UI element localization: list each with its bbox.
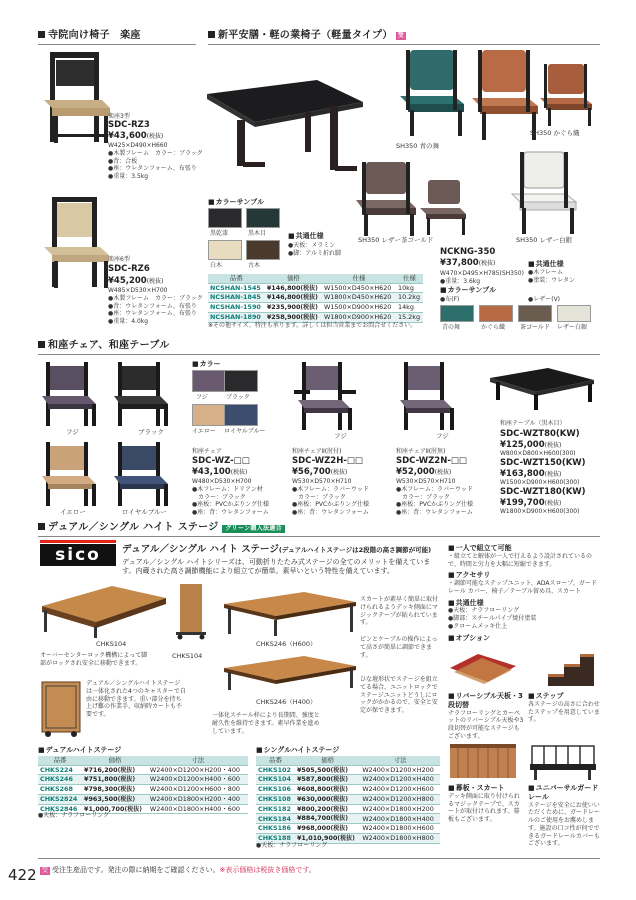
swatch-leather-white (557, 305, 591, 322)
table-row: NCSHAN-1845 ¥146,800(税抜) W1800×D450×H620 10.2kg (208, 293, 423, 303)
nckng-model: NCKNG-350 (440, 247, 496, 257)
caption-chks104: CHKS104 (96, 640, 127, 648)
wz2h-model: SDC-WZ2H-□□ (292, 456, 363, 466)
sico-logo: sico (40, 544, 116, 566)
caption-chks246-h600: CHKS246（H600） (256, 640, 317, 648)
wz-yellow-image (40, 440, 102, 508)
dual-title: ■ デュアルハイトステージ (38, 746, 121, 755)
table-row: CHKS102 ¥505,500(税抜) W2400×D1200×H200 (256, 765, 440, 775)
color-aonomai: 青の舞 (442, 324, 461, 331)
swatch-fuji (192, 370, 226, 392)
swatch-chagold (518, 305, 552, 322)
wz-color-title: ■ カラー (192, 360, 221, 369)
heian-common-specs: ●天板：メラミン ●脚：アルミ折れ脚 (288, 242, 341, 257)
note-steel: 一体化スチール枠により長期間、強度と耐久性を維持できます。素早作業を進めしています。 (212, 712, 320, 735)
note-caster: デュアル／シングルハイトステージは一体化された4つのキャスターで自由に移動できます。重い部分を持ち上げ難の作業手、収納時カートも不要です。 (86, 680, 186, 719)
caption-royalblue: ロイヤルブルー (122, 508, 167, 516)
wz2h-price: ¥56,700(税抜) (292, 467, 348, 477)
order-made-icon: 受 (397, 32, 405, 39)
wz-label: 和座チェア (192, 448, 222, 455)
section-title-temple-chair: 寺院向け椅子 楽座 (38, 30, 141, 43)
swatch-black (224, 370, 258, 392)
wz2h-label: 和座チェアⅡ(肘付) (292, 448, 342, 455)
sh350-white-image (510, 150, 580, 236)
nckng-size: W470×D495×H785(SH350) (440, 270, 524, 277)
option-step: ■ ステップ 各ステージの高さに合わせたステップを用意しています。 (528, 692, 600, 724)
stage-chks104-image (38, 582, 170, 638)
stage-heading: デュアル／シングル ハイト ステージ(デュアルハイトステージは2段階の高さ調節が可能) (122, 544, 432, 555)
caption-black: ブラック (138, 428, 164, 436)
note-pin: ピンとケーブルの操作によって高さが簡単に調節できます。 (360, 636, 438, 659)
order-made-icon: 受 (42, 867, 49, 874)
color-kuromokume: 黒木目 (248, 230, 267, 237)
nckng-color-title: ■ カラーサンプル (440, 286, 496, 295)
wz-royalblue-image (112, 440, 174, 508)
note-skirt: スカートが素早く簡単に取付けられるようデッキ側面にマジックテープが貼られています。 (360, 596, 439, 627)
rz3-price: ¥43,600(税抜) (108, 131, 164, 141)
swatch-royalblue (224, 404, 258, 426)
option-guardrail: ■ ユニバーサルガードレール ステージを安全にお使いいただくために、ガードレールのご使用をお薦めします。施設の口コ性が何でできるガードレールカバーもございます。 (528, 784, 600, 848)
color-furuki: 古木 (248, 262, 261, 269)
heian-common-title: ■ 共通仕様 (288, 232, 324, 241)
wz2n-price: ¥52,000(税抜) (396, 467, 452, 477)
caption-sh350-white: SH350 レザー白銀 (516, 236, 572, 244)
color-chagold: 茶ゴールド (520, 324, 550, 331)
option-guardrail-image (528, 738, 598, 782)
heian-table-image (205, 72, 365, 192)
swatch-furuki (246, 240, 280, 260)
option-reversible: ■ リバーシブル天板・3段切替 ナラフローリングとカーペットのリバーシブル天板や3段切替が可能なステージもございます。 (448, 692, 524, 741)
table-row: CHKS268 ¥798,300(税抜) W2400×D1200×H600・800 (38, 785, 248, 795)
option-skirt: ■ 幕板・スカート デッキ側面に取り付けられるマジックテープで、スカートが取付けられます。幕板もございます。 (448, 784, 524, 824)
caption-yellow: イエロー (60, 508, 86, 516)
color-fuji: フジ (196, 394, 208, 401)
swatch-shiraki (208, 240, 242, 260)
color-yellow: イエロー (192, 428, 216, 435)
table-row: NCSHAN-1545 ¥146,800(税抜) W1500×D450×H620 10kg (208, 283, 423, 293)
nckng-weight: ●重量：3.6kg (440, 278, 481, 285)
wz2n-model: SDC-WZ2N-□□ (396, 456, 467, 466)
sh350-gold-small-image (418, 178, 470, 236)
rz6-specs: W485×D530×H700 ●木製フレーム カラー：ブラック ●背：ウレタンフォーム、布張り ●座：ウレタンフォーム、布張り ●重量：4.0kg (108, 287, 203, 326)
caption-wz2n-fuji: フジ (436, 432, 449, 440)
sh350-gold-image (352, 160, 422, 238)
heian-color-title: ■ カラーサンプル (208, 198, 264, 207)
caption-sh350-kagura: SH350 かぐら織 (530, 129, 580, 137)
single-note: ●天板：ナラフローリング (256, 842, 328, 849)
table-row: CHKS184 ¥884,700(税抜) W2400×D1800×H400 (256, 814, 440, 824)
section-title-stage: デュアル／シングル ハイト ステージ グリーン購入法適合 (38, 522, 285, 535)
stage-caster-image (40, 680, 82, 738)
wzt-table-image (486, 364, 598, 412)
option-step-image (528, 646, 598, 690)
section-title-wazachair: 和座チェア、和座テーブル (38, 340, 170, 353)
stage-side-column: ■ 一人で組立て可能 ・組立てと解体が一人で行えるよう設計されているので、時間と労力を大幅に短縮できます。 ■ アクセサリ ・調節可能なステップユニット、ADAスロープ、ガードレール カバー、椅子／テーブル留め具、スカート ■ 共通仕様 ●天板：ナラフローリング ●脚部：スチールパイプ焼付塗装 ●クロームメッキ仕上 ■ オプション (448, 544, 600, 643)
note-hinadan: ひな壇形状でステージを組立てる場合、ユニットロックでステージユニットどうしにロックがかかるので、安全と安定が保できます。 (360, 676, 438, 715)
color-kagura: かぐら織 (481, 324, 506, 331)
footer-note: 受 受注生産品です。発注の際に納期をご確認ください。※表示価格は税抜き価格です。 (42, 866, 316, 874)
chair-rz6-image (42, 195, 112, 290)
stage-folded-image (174, 582, 208, 640)
table-row: NCSHAN-1890 ¥258,900(税抜) W1800×D900×H620 15.2kg (208, 312, 423, 322)
color-leather-white: レザー白銀 (557, 324, 588, 331)
table-row: CHKS182 ¥800,200(税抜) W2400×D1800×H200 (256, 804, 440, 814)
green-purchase-badge: グリーン購入法適合 (222, 525, 285, 533)
wz-black-image (112, 360, 174, 428)
wz2n-specs: W530×D570×H710 ●木フレーム：ラバーウッド カラー：ブラック ●座板：PVCかぶりング仕様 ●座：背：ウレタンフォーム (396, 478, 474, 517)
rz3-label: 楽座3型 (108, 113, 130, 120)
swatch-kuromokume (246, 208, 280, 228)
table-row: CHKS246 ¥751,800(税抜) W2400×D1200×H400・600 (38, 775, 248, 785)
nckng-common: ●木フレーム ●塗装：ウレタン (528, 269, 575, 284)
sh350-blue-image (398, 48, 468, 138)
table-row: CHKS104 ¥587,800(税抜) W2400×D1200×H400 (256, 775, 440, 785)
rz3-specs: W425×D490×H660 ●木製フレーム カラー：ブラック ●背：合板 ●座：ウレタンフォーム、布張り ●重量：3.5kg (108, 142, 203, 181)
nckng-leather: ●レザー(V) (528, 296, 561, 303)
stage-chks246-h600-image (220, 588, 360, 638)
option-reversible-image (448, 650, 518, 686)
heian-price-table: 品番 価格 仕様 仕様 NCSHAN-1545 ¥146,800(税抜) W1500×D450×H620 10kg NCSHAN-1845 ¥146,800(税抜) W1800×D450×H620 10.2kg NCSHAN-1590 ¥235,900(税抜) W1500×D900×H620 14kg NCSHAN-1890 ¥258,900(税抜) W1800×D900×H620 15.2kg (208, 274, 423, 323)
dual-note: ●天板：ナラフローリング (38, 812, 110, 819)
swatch-yellow (192, 404, 226, 426)
swatch-kurokanshitsu (208, 208, 242, 228)
note-overcenter: オーバーセンターロック機構によって脚部がロックされ安全に移動できます。 (40, 652, 148, 667)
table-row: CHKS2846 ¥1,000,700(税抜) W2400×D1800×H400・600 (38, 804, 248, 814)
sh350-kagura-small-image (538, 62, 596, 127)
color-royalblue: ロイヤルブルー (224, 428, 266, 435)
table-row: CHKS2824 ¥963,500(税抜) W2400×D1800×H200・400 (38, 794, 248, 804)
caption-chks246-h400: CHKS246（H400） (256, 698, 317, 706)
wz2h-specs: W530×D570×H710 ●木フレーム：ラバーウッド カラー：ブラック ●座板：PVCかぶりング仕様 ●座：背：ウレタンフォーム (292, 478, 370, 517)
wz-model: SDC-WZ-□□ (192, 456, 250, 466)
table-row: CHKS186 ¥968,000(税抜) W2400×D1800×H600 (256, 824, 440, 834)
table-row: CHKS106 ¥608,800(税抜) W2400×D1200×H600 (256, 785, 440, 795)
caption-sh350-blue: SH350 青の舞 (396, 142, 439, 150)
table-row: CHKS188 ¥1,010,900(税抜) W2400×D1800×H800 (256, 834, 440, 844)
caption-fuji: フジ (66, 428, 79, 436)
rz3-model: SDC-RZ3 (108, 120, 150, 130)
swatch-aonomai (440, 305, 474, 322)
color-shiraki: 白木 (210, 262, 223, 269)
wzt-label: 和座テーブル（黒木目） (500, 420, 566, 427)
wz2n-image (396, 360, 458, 432)
page-number: 422 (8, 866, 37, 884)
wz2n-label: 和座チェアⅡ(肘無) (396, 448, 446, 455)
chair-rz3-image (42, 50, 112, 145)
table-row: NCSHAN-1590 ¥235,900(税抜) W1500×D900×H620 14kg (208, 303, 423, 313)
rz6-model: SDC-RZ6 (108, 264, 150, 274)
single-title: ■ シングルハイトステージ (256, 746, 339, 755)
color-kurokanshitsu: 黒乾漆 (210, 230, 229, 237)
caption-sh350-gold: SH350 レザー茶ゴールド (358, 236, 434, 244)
wz-price: ¥43,100(税抜) (192, 467, 248, 477)
table-row: CHKS224 ¥716,200(税抜) W2400×D1200×H200・400 (38, 765, 248, 775)
dual-price-table: 品番 価格 寸法 CHKS224 ¥716,200(税抜) W2400×D1200×H200・400 CHKS246 ¥751,800(税抜) W2400×D1200×H400・600 CHKS268 ¥798,300(税抜) W2400×D1200×H600・800 CHKS2824 ¥963,500(税抜) W2400×D1800×H200・400 CHKS2846 ¥1,000,700(税抜) W2400×D1800×H400・600 (38, 756, 248, 814)
single-price-table: 品番 価格 寸法 CHKS102 ¥505,500(税抜) W2400×D1200×H200 CHKS104 ¥587,800(税抜) W2400×D1200×H400 CHKS106 ¥608,800(税抜) W2400×D1200×H600 CHKS108 ¥630,000(税抜) W2400×D1200×H800 CHKS182 ¥800,200(税抜) W2400×D1800×H200 CHKS184 ¥884,700(税抜) W2400×D1800×H400 CHKS186 ¥968,000(税抜) W2400×D1800×H600 CHKS188 ¥1,010,900(税抜) W2400×D1800×H800 (256, 756, 440, 844)
nckng-common-title: ■ 共通仕様 (528, 260, 564, 269)
sico-logo-bar (40, 540, 116, 543)
wz-specs: W480×D530×H700 ●木フレーム：ドリアン材 カラー：ブラック ●座板：PVCかぶりング仕様 ●座：背：ウレタンフォーム (192, 478, 270, 517)
rz6-price: ¥45,200(税抜) (108, 276, 164, 286)
stage-chks246-h400-image (220, 654, 360, 694)
table-row: CHKS108 ¥630,000(税抜) W2400×D1200×H800 (256, 794, 440, 804)
caption-chks104-fold: CHKS104 (172, 652, 203, 660)
nckng-price: ¥37,800(税抜) (440, 258, 496, 268)
section-title-heian: 新平安膳・軽の業椅子（軽量タイプ） 受 (208, 30, 406, 43)
rz6-label: 楽座6型 (108, 256, 130, 263)
wz2h-image (292, 360, 358, 432)
color-black: ブラック (226, 394, 250, 401)
heian-note: ※その他サイズ、特注も承ります。詳しくは担当営業までお問合せください。 (208, 322, 417, 329)
wz-fuji-image (40, 360, 102, 428)
swatch-kagura (479, 305, 513, 322)
nckng-fabric: ●布(F) (440, 296, 460, 303)
stage-lead: デュアル／シングル ハイトシリーズは、可動折りたたみ式ステージの全てのメリットを備えています。内蔵された高さ調節機能により組立てが簡単。素早いという特性を備えています。 (122, 558, 431, 576)
wzt-items: SDC-WZT80(KW) ¥125,000(税抜) W800×D800×H600(300) SDC-WZT150(KW) ¥163,800(税抜) W1500×D900×H600(300) SDC-WZT180(KW) ¥199,700(税抜) W1800×D900×H600(300) (500, 429, 586, 516)
caption-wz2h-fuji: フジ (334, 432, 347, 440)
option-skirt-image (448, 738, 518, 782)
